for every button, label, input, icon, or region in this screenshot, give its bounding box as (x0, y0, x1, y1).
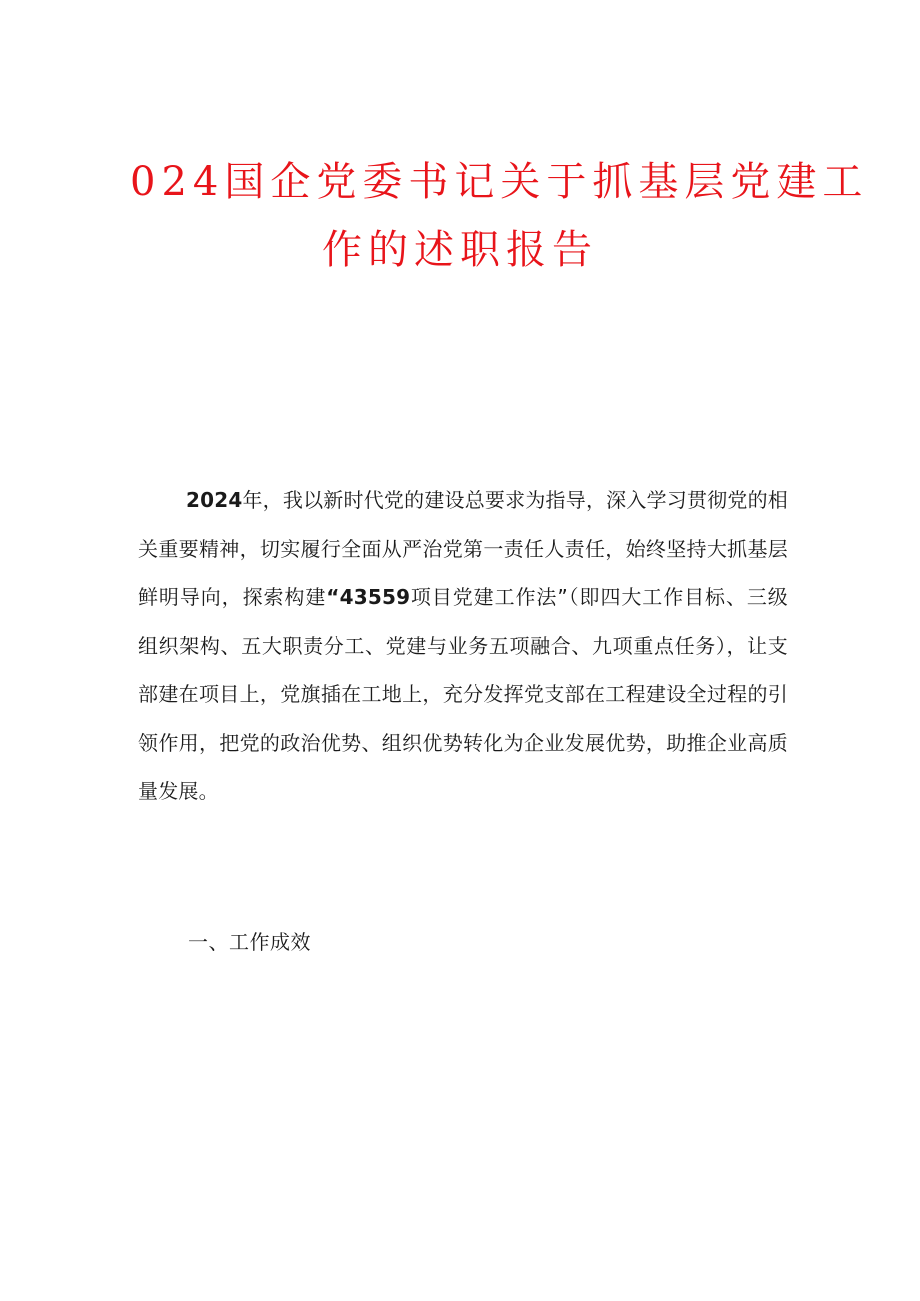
document-title (130, 148, 869, 284)
title-line-1: 024国企党委书记关于抓基层党建工 (130, 159, 869, 205)
paragraph-year: 2024 (186, 488, 243, 512)
paragraph-text-b: 项目党建工作法”（即四大工作目标、三级组织架构、五大职责分工、党建与业务五项融合、九项重点任务），让支部建在项目上，党旗插在工地上，充分发挥党支部在工程建设全过程的引领作用，把党的政治优势、组织优势转化为企业发展优势，助推企业高质量发展。 (138, 585, 788, 803)
intro-paragraph (138, 476, 788, 816)
section-heading: 一、工作成效 (188, 930, 311, 954)
paragraph-text-a: 年，我以新时代党的建设总要求为指导，深入学习贯彻党的相关重要精神，切实履行全面从严治党第一责任人责任，始终坚持大抓基层鲜明导向，探索构建 (138, 488, 788, 609)
paragraph-method-name: “43559 (326, 585, 411, 609)
title-line-2: 作的述职报告 (322, 227, 598, 273)
